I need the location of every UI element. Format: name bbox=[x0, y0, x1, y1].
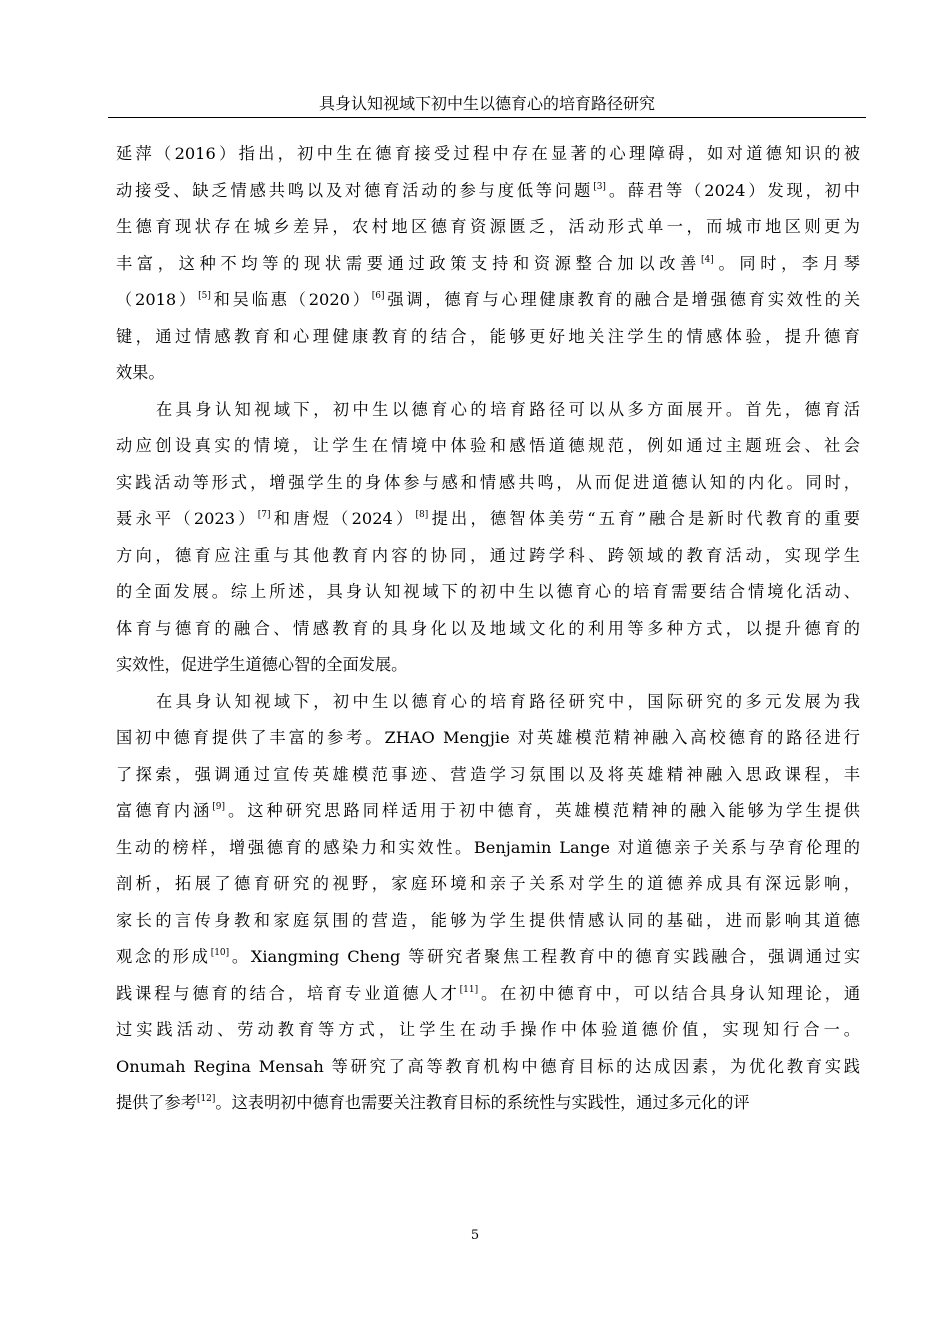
text-line bbox=[116, 136, 860, 173]
text-segment: 效果。 bbox=[116, 363, 165, 382]
text-segment: 体育与德育的融合、情感教育的具身化以及地域文化的利用等多种方式，以提升德育的 bbox=[116, 618, 860, 638]
text-line bbox=[116, 939, 860, 976]
text-segment: 。Xiangming Cheng 等研究者聚焦工程教育中的德育实践融合，强调通过实 bbox=[229, 947, 861, 966]
text-segment: 观念的形成 bbox=[116, 947, 211, 966]
paragraph bbox=[116, 136, 860, 392]
text-segment: 延萍（2016）指出，初中生在德育接受过程中存在显著的心理障碍，如对道德知识的被 bbox=[116, 144, 860, 163]
text-line bbox=[116, 428, 860, 465]
text-segment: 丰富，这种不均等的现状需要通过政策支持和资源整合加以改善 bbox=[116, 253, 701, 273]
text-segment: 生动的榜样，增强德育的感染力和实效性。Benjamin Lange 对道德亲子关系与孕育伦理的 bbox=[116, 837, 860, 857]
text-segment: 键，通过情感教育和心理健康教育的结合，能够更好地关注学生的情感体验，提升德育 bbox=[116, 326, 860, 346]
text-segment: 在具身认知视域下，初中生以德育心的培育路径研究中，国际研究的多元发展为我 bbox=[156, 691, 860, 711]
text-line bbox=[116, 501, 860, 538]
page-number: 5 bbox=[470, 1228, 480, 1243]
text-segment: 和唐煜（2024） bbox=[270, 509, 416, 528]
text-segment: 。同时，李月琴 bbox=[713, 253, 860, 273]
citation-marker: [10] bbox=[210, 948, 230, 958]
text-line bbox=[116, 793, 860, 830]
text-segment: 过实践活动、劳动教育等方式，让学生在动手操作中体验道德价值，实现知行合一。 bbox=[116, 1020, 860, 1039]
paragraph bbox=[116, 684, 860, 1122]
text-segment: 实践活动等形式，增强学生的身体参与感和情感共鸣，从而促进道德认知的内化。同时， bbox=[116, 472, 860, 492]
text-line bbox=[116, 647, 860, 684]
text-line bbox=[116, 684, 860, 721]
citation-marker: [5] bbox=[198, 291, 211, 301]
body-text bbox=[116, 136, 860, 1122]
text-line bbox=[116, 903, 860, 940]
text-line bbox=[116, 355, 860, 392]
header-rule bbox=[108, 117, 866, 118]
citation-marker: [12] bbox=[196, 1094, 216, 1104]
running-header: 具身认知视域下初中生以德育心的培育路径研究 bbox=[318, 94, 655, 113]
text-segment: 。这表明初中德育也需要关注教育目标的系统性与实践性，通过多元化的评 bbox=[215, 1093, 750, 1112]
paragraph bbox=[116, 392, 860, 684]
text-segment: 在具身认知视域下，初中生以德育心的培育路径可以从多方面展开。首先，德育活 bbox=[156, 399, 860, 419]
text-segment: 强调，德育与心理健康教育的融合是增强德育实效性的关 bbox=[384, 290, 861, 309]
text-line bbox=[116, 392, 860, 429]
text-line bbox=[116, 1085, 860, 1122]
text-segment: 方向，德育应注重与其他教育内容的协同，通过跨学科、跨领域的教育活动，实现学生 bbox=[116, 545, 860, 565]
text-segment: 了探索，强调通过宣传英雄模范事迹、营造学习氛围以及将英雄精神融入思政课程，丰 bbox=[116, 764, 860, 784]
citation-marker: [3] bbox=[593, 181, 606, 192]
text-line bbox=[116, 282, 860, 319]
text-line bbox=[116, 538, 860, 575]
text-segment: 生德育现状存在城乡差异，农村地区德育资源匮乏，活动形式单一，而城市地区则更为 bbox=[116, 217, 860, 236]
text-segment: 富德育内涵 bbox=[116, 801, 213, 820]
text-line bbox=[116, 246, 860, 283]
citation-marker: [8] bbox=[415, 510, 429, 520]
text-segment: 的全面发展。综上所述，具身认知视域下的初中生以德育心的培育需要结合情境化活动、 bbox=[116, 582, 860, 601]
text-segment: （2018） bbox=[116, 290, 199, 309]
text-segment: 提出，德智体美劳“五育”融合是新时代教育的重要 bbox=[428, 509, 860, 528]
text-line bbox=[116, 1012, 860, 1049]
text-segment: 。薛君等（2024）发现，初中 bbox=[605, 180, 860, 200]
text-segment: 动应创设真实的情境，让学生在情境中体验和感悟道德规范，例如通过主题班会、社会 bbox=[116, 436, 860, 455]
text-line bbox=[116, 574, 860, 611]
text-segment: 。这种研究思路同样适用于初中德育，英雄模范精神的融入能够为学生提供 bbox=[224, 801, 860, 820]
text-line bbox=[116, 173, 860, 210]
text-segment: 提供了参考 bbox=[116, 1093, 197, 1112]
text-line bbox=[116, 866, 860, 903]
citation-marker: [7] bbox=[257, 510, 271, 520]
text-line bbox=[116, 611, 860, 648]
text-line bbox=[116, 1049, 860, 1086]
citation-marker: [11] bbox=[459, 984, 479, 995]
text-line bbox=[116, 465, 860, 502]
text-segment: 家长的言传身教和家庭氛围的营造，能够为学生提供情感认同的基础，进而影响其道德 bbox=[116, 910, 860, 930]
text-line bbox=[116, 976, 860, 1013]
text-segment: 和吴临惠（2020） bbox=[210, 290, 372, 309]
citation-marker: [9] bbox=[212, 802, 225, 812]
text-segment: 国初中德育提供了丰富的参考。ZHAO Mengjie 对英雄模范精神融入高校德育的路径进行 bbox=[116, 728, 860, 747]
text-segment: 剖析，拓展了德育研究的视野，家庭环境和亲子关系对学生的道德养成具有深远影响， bbox=[116, 874, 860, 893]
text-line bbox=[116, 720, 860, 757]
text-segment: 聂永平（2023） bbox=[116, 509, 258, 528]
text-segment: 实效性，促进学生道德心智的全面发展。 bbox=[116, 655, 408, 674]
citation-marker: [6] bbox=[371, 291, 385, 301]
text-line bbox=[116, 319, 860, 356]
citation-marker: [4] bbox=[701, 254, 714, 265]
text-line bbox=[116, 830, 860, 867]
text-segment: Onumah Regina Mensah 等研究了高等教育机构中德育目标的达成因素，为优化教育实践 bbox=[116, 1056, 860, 1076]
text-segment: 动接受、缺乏情感共鸣以及对德育活动的参与度低等问题 bbox=[116, 180, 594, 200]
text-line bbox=[116, 209, 860, 246]
text-segment: 践课程与德育的结合，培育专业道德人才 bbox=[116, 983, 460, 1003]
text-segment: 。在初中德育中，可以结合具身认知理论，通 bbox=[478, 983, 861, 1003]
text-line bbox=[116, 757, 860, 794]
